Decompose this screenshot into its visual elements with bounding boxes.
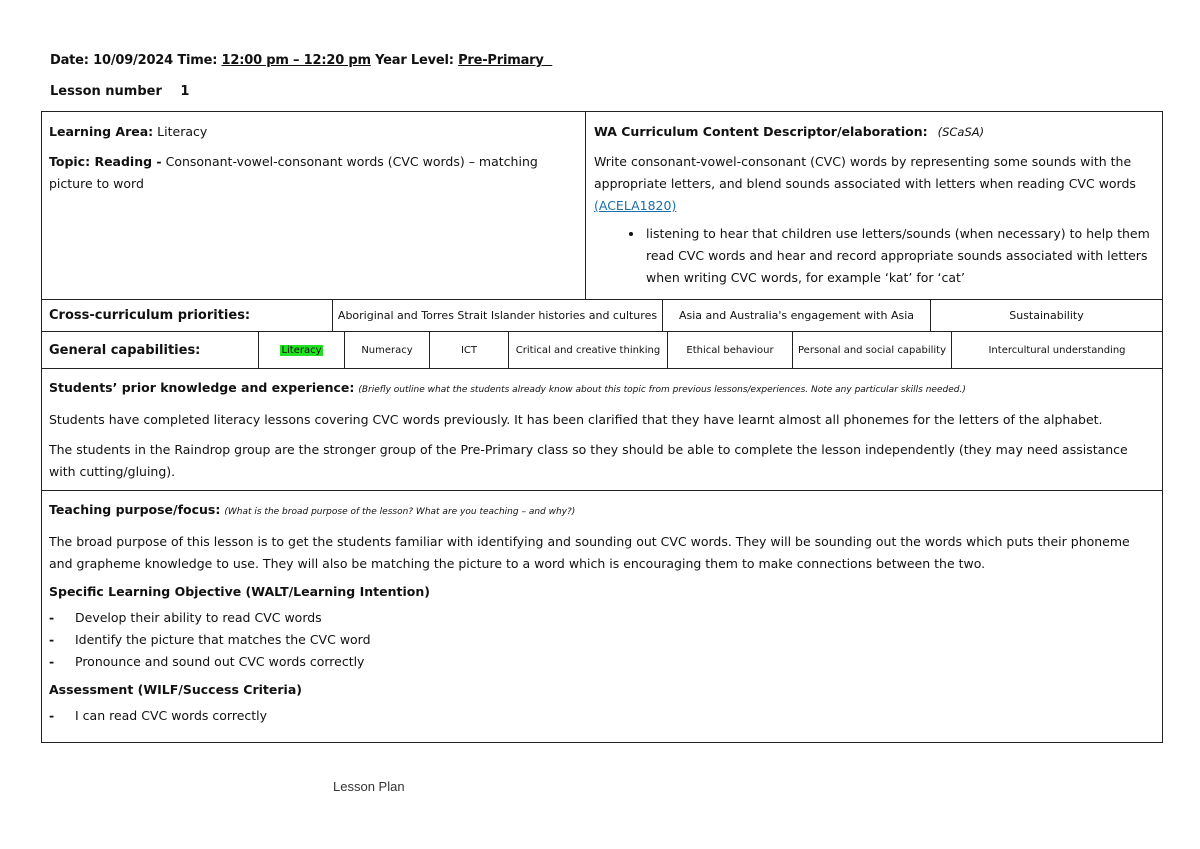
prior-knowledge-para2: The students in the Raindrop group are the stronger group of the Pre-Primary class so they should be able to complete the lesson independently (they may need assistance with cutting/gluing). [49, 442, 1128, 479]
footer-label: Lesson Plan [333, 779, 405, 794]
list-item: - Develop their ability to read CVC words [49, 610, 322, 625]
prior-knowledge-row [42, 369, 1162, 491]
time-value: 12:00 pm – 12:20 pm [221, 53, 371, 68]
objective-list [49, 607, 1155, 673]
learning-area-label: Learning Area: [49, 124, 154, 139]
prior-knowledge-cell [42, 369, 1162, 490]
time-label: Time: [177, 53, 218, 68]
curriculum-bullet: • listening to hear that children use letters/sounds (when necessary) to help them read CVC words and hear and record appropriate sounds associated with letters when writing CVC words, for example ‘kat’ for ‘cat’ [644, 223, 1154, 289]
topic-label: Topic: Reading - [49, 154, 162, 169]
lesson-number-label: Lesson number [50, 84, 162, 99]
capability-personal-social: Personal and social capability [792, 332, 951, 368]
year-label: Year Level: [375, 53, 454, 68]
cross-curriculum-label: Cross-curriculum priorities: [49, 308, 251, 323]
cross-item-asia: Asia and Australia's engagement with Asia [662, 300, 930, 331]
general-capabilities-label: General capabilities: [49, 342, 201, 358]
prior-knowledge-label: Students’ prior knowledge and experience: [49, 380, 355, 395]
curriculum-bullets [594, 223, 1154, 289]
prior-knowledge-note: (Briefly outline what the students already know about this topic from previous lessons/experiences. Note any particular skills needed.) [358, 385, 966, 395]
curriculum-code-note: (SCaSA) [937, 125, 985, 139]
list-item: - Identify the picture that matches the CVC word [49, 632, 371, 647]
capability-intercultural: Intercultural understanding [951, 332, 1162, 368]
capability-literacy [258, 332, 344, 368]
capability-numeracy: Numeracy [344, 332, 429, 368]
list-item: - Pronounce and sound out CVC words correctly [49, 654, 365, 669]
cross-item-sustainability: Sustainability [930, 300, 1162, 331]
curriculum-label: WA Curriculum Content Descriptor/elaboration: [594, 124, 928, 139]
teaching-purpose-cell [42, 491, 1162, 742]
teaching-purpose-text: The broad purpose of this lesson is to get the students familiar with identifying and sounding out CVC words. They will be sounding out the words which puts their phoneme and grapheme knowledge to use. They will also be matching the picture to a word which is encouraging them to make connections between the two. [49, 534, 1130, 571]
lesson-number-line [50, 84, 189, 99]
curriculum-text: Write consonant-vowel-consonant (CVC) words by representing some sounds with the appropriate letters, and blend sounds associated with letters when reading CVC words [594, 154, 1136, 191]
learning-area-cell [42, 112, 585, 299]
curriculum-cell [585, 112, 1162, 299]
topic-value: Consonant-vowel-consonant words (CVC words) – matching picture to word [49, 154, 538, 191]
capability-literacy-text: Literacy [281, 344, 322, 356]
assessment-list [49, 705, 1155, 727]
date-value: 10/09/2024 [93, 53, 173, 68]
date-label: Date: [50, 53, 89, 68]
assessment-heading: Assessment (WILF/Success Criteria) [49, 682, 302, 697]
general-capabilities-row [42, 332, 1162, 369]
prior-knowledge-para1: Students have completed literacy lessons covering CVC words previously. It has been clarified that they have learnt almost all phonemes for the letters of the alphabet. [49, 412, 1103, 427]
teaching-purpose-row [42, 491, 1162, 742]
objective-heading: Specific Learning Objective (WALT/Learning Intention) [49, 584, 430, 599]
cross-item-aboriginal: Aboriginal and Torres Strait Islander histories and cultures [332, 300, 662, 331]
lesson-number-value: 1 [180, 84, 190, 99]
capability-ethical: Ethical behaviour [667, 332, 792, 368]
year-value: Pre-Primary [458, 53, 544, 68]
curriculum-link[interactable]: (ACELA1820) [594, 198, 677, 213]
capability-critical-thinking: Critical and creative thinking [508, 332, 667, 368]
learning-area-value: Literacy [157, 124, 208, 139]
cross-curriculum-row [42, 300, 1162, 332]
teaching-purpose-note: (What is the broad purpose of the lesson? What are you teaching – and why?) [224, 507, 576, 517]
learning-area-row [42, 112, 1162, 300]
teaching-purpose-label: Teaching purpose/focus: [49, 502, 221, 517]
lesson-plan-table [41, 111, 1163, 743]
capability-ict: ICT [429, 332, 508, 368]
list-item: - I can read CVC words correctly [49, 708, 268, 723]
header-line [50, 53, 552, 68]
